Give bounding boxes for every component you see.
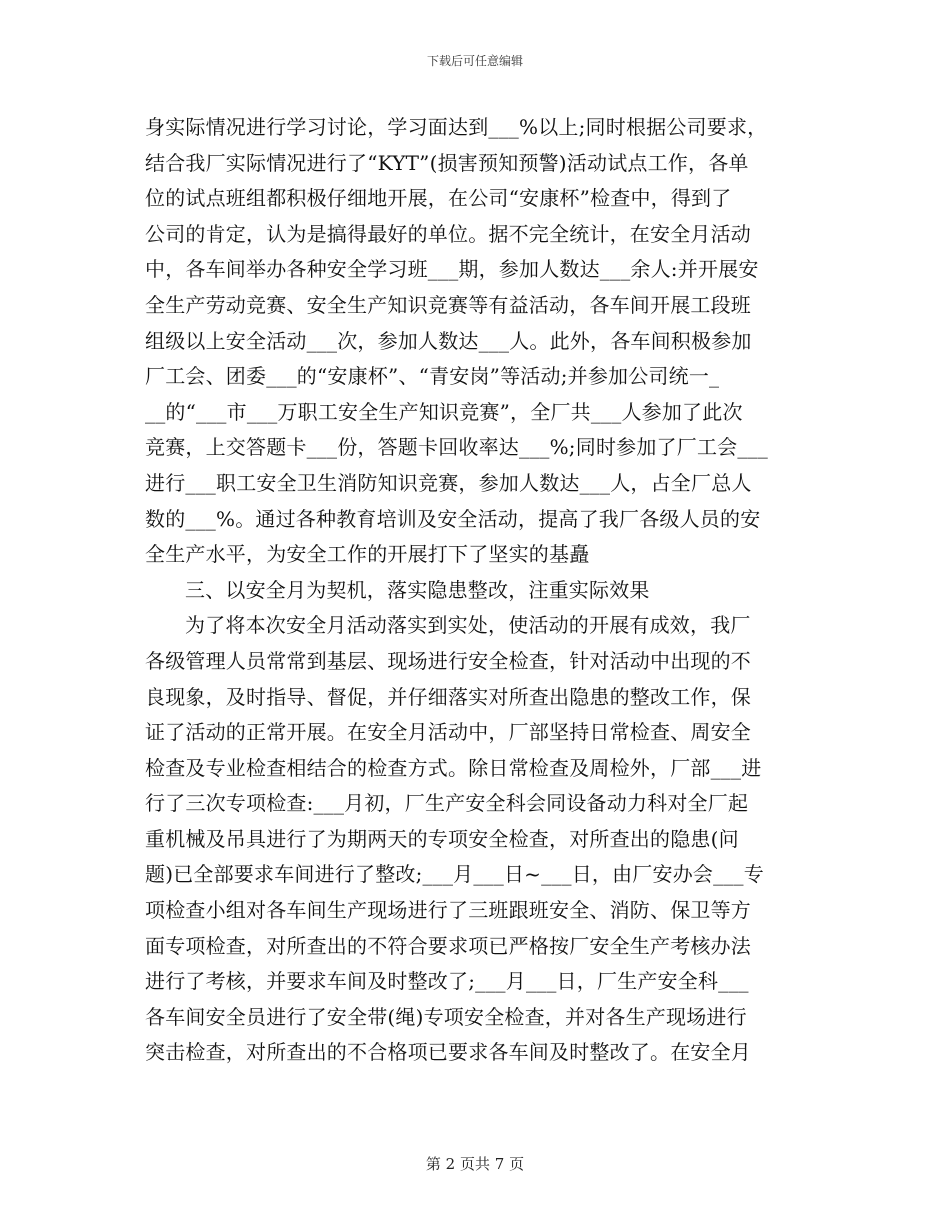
body-line: 突击检查，对所查出的不合格项已要求各车间及时整改了。在安全月 bbox=[145, 1040, 751, 1065]
body-line: 全生产水平，为安全工作的开展打下了坚实的基矗 bbox=[145, 542, 590, 567]
body-line: 各级管理人员常常到基层、现场进行安全检查，针对活动中出现的不 bbox=[145, 648, 751, 673]
body-line: 行了三次专项检查:___月初，厂生产安全科会同设备动力科对全厂起 bbox=[145, 791, 749, 816]
body-line: 位的试点班组都积极仔细地开展，在公司“安康杯”检查中，得到了 bbox=[145, 186, 732, 211]
body-line: 身实际情况进行学习讨论，学习面达到___%以上;同时根据公司要求， bbox=[145, 115, 768, 139]
body-line: 组级以上安全活动___次，参加人数达___人。此外，各车间积极参加 bbox=[145, 328, 752, 353]
body-line: 厂工会、团委___的“安康杯”、“青安岗”等活动;并参加公司统一_ bbox=[145, 364, 720, 389]
body-line: 进行___职工安全卫生消防知识竞赛，参加人数达___人，占全厂总人 bbox=[145, 470, 752, 495]
body-line: 竞赛，上交答题卡___份，答题卡回收率达___%;同时参加了厂工会___ bbox=[145, 435, 768, 460]
body-line: 证了活动的正常开展。在安全月活动中，厂部坚持日常检查、周安全 bbox=[145, 720, 751, 745]
body-line: __的“___市___万职工安全生产知识竞赛”，全厂共___人参加了此次 bbox=[145, 399, 743, 424]
body-line: 全生产劳动竞赛、安全生产知识竞赛等有益活动，各车间开展工段班 bbox=[145, 292, 751, 317]
page-number: 第 2 页共 7 页 bbox=[425, 1155, 525, 1173]
paragraph-first-line: 为了将本次安全月活动落实到实处，使活动的开展有成效，我厂 bbox=[185, 613, 751, 638]
body-line: 各车间安全员进行了安全带(绳)专项安全检查，并对各生产现场进行 bbox=[145, 1004, 747, 1029]
body-line: 重机械及吊具进行了为期两天的专项安全检查，对所查出的隐患(问 bbox=[145, 826, 739, 851]
body-line: 面专项检查，对所查出的不符合要求项已严格按厂安全生产考核办法 bbox=[145, 933, 751, 958]
body-line: 公司的肯定，认为是搞得最好的单位。据不完全统计，在安全月活动 bbox=[145, 221, 751, 246]
body-line: 检查及专业检查相结合的检查方式。除日常检查及周检外，厂部___进 bbox=[145, 755, 762, 780]
body-line: 结合我厂实际情况进行了“KYT”(损害预知预警)活动试点工作，各单 bbox=[145, 150, 749, 175]
body-line: 题)已全部要求车间进行了整改;___月___日~___日，由厂安办会___专 bbox=[145, 862, 764, 887]
body-line: 良现象，及时指导、督促，并仔细落实对所查出隐患的整改工作，保 bbox=[145, 684, 751, 709]
body-line: 项检查小组对各车间生产现场进行了三班跟班安全、消防、保卫等方 bbox=[145, 898, 751, 923]
page-header-note: 下载后可任意编辑 bbox=[426, 54, 523, 68]
section-heading: 三、以安全月为契机，落实隐患整改，注重实际效果 bbox=[185, 577, 650, 602]
document-body bbox=[145, 110, 800, 1071]
body-line: 数的___%。通过各种教育培训及安全活动，提高了我厂各级人员的安 bbox=[145, 506, 761, 531]
body-line: 中，各车间举办各种安全学习班___期，参加人数达___余人:并开展安 bbox=[145, 257, 759, 282]
body-line: 进行了考核，并要求车间及时整改了;___月___日，厂生产安全科___ bbox=[145, 969, 749, 994]
